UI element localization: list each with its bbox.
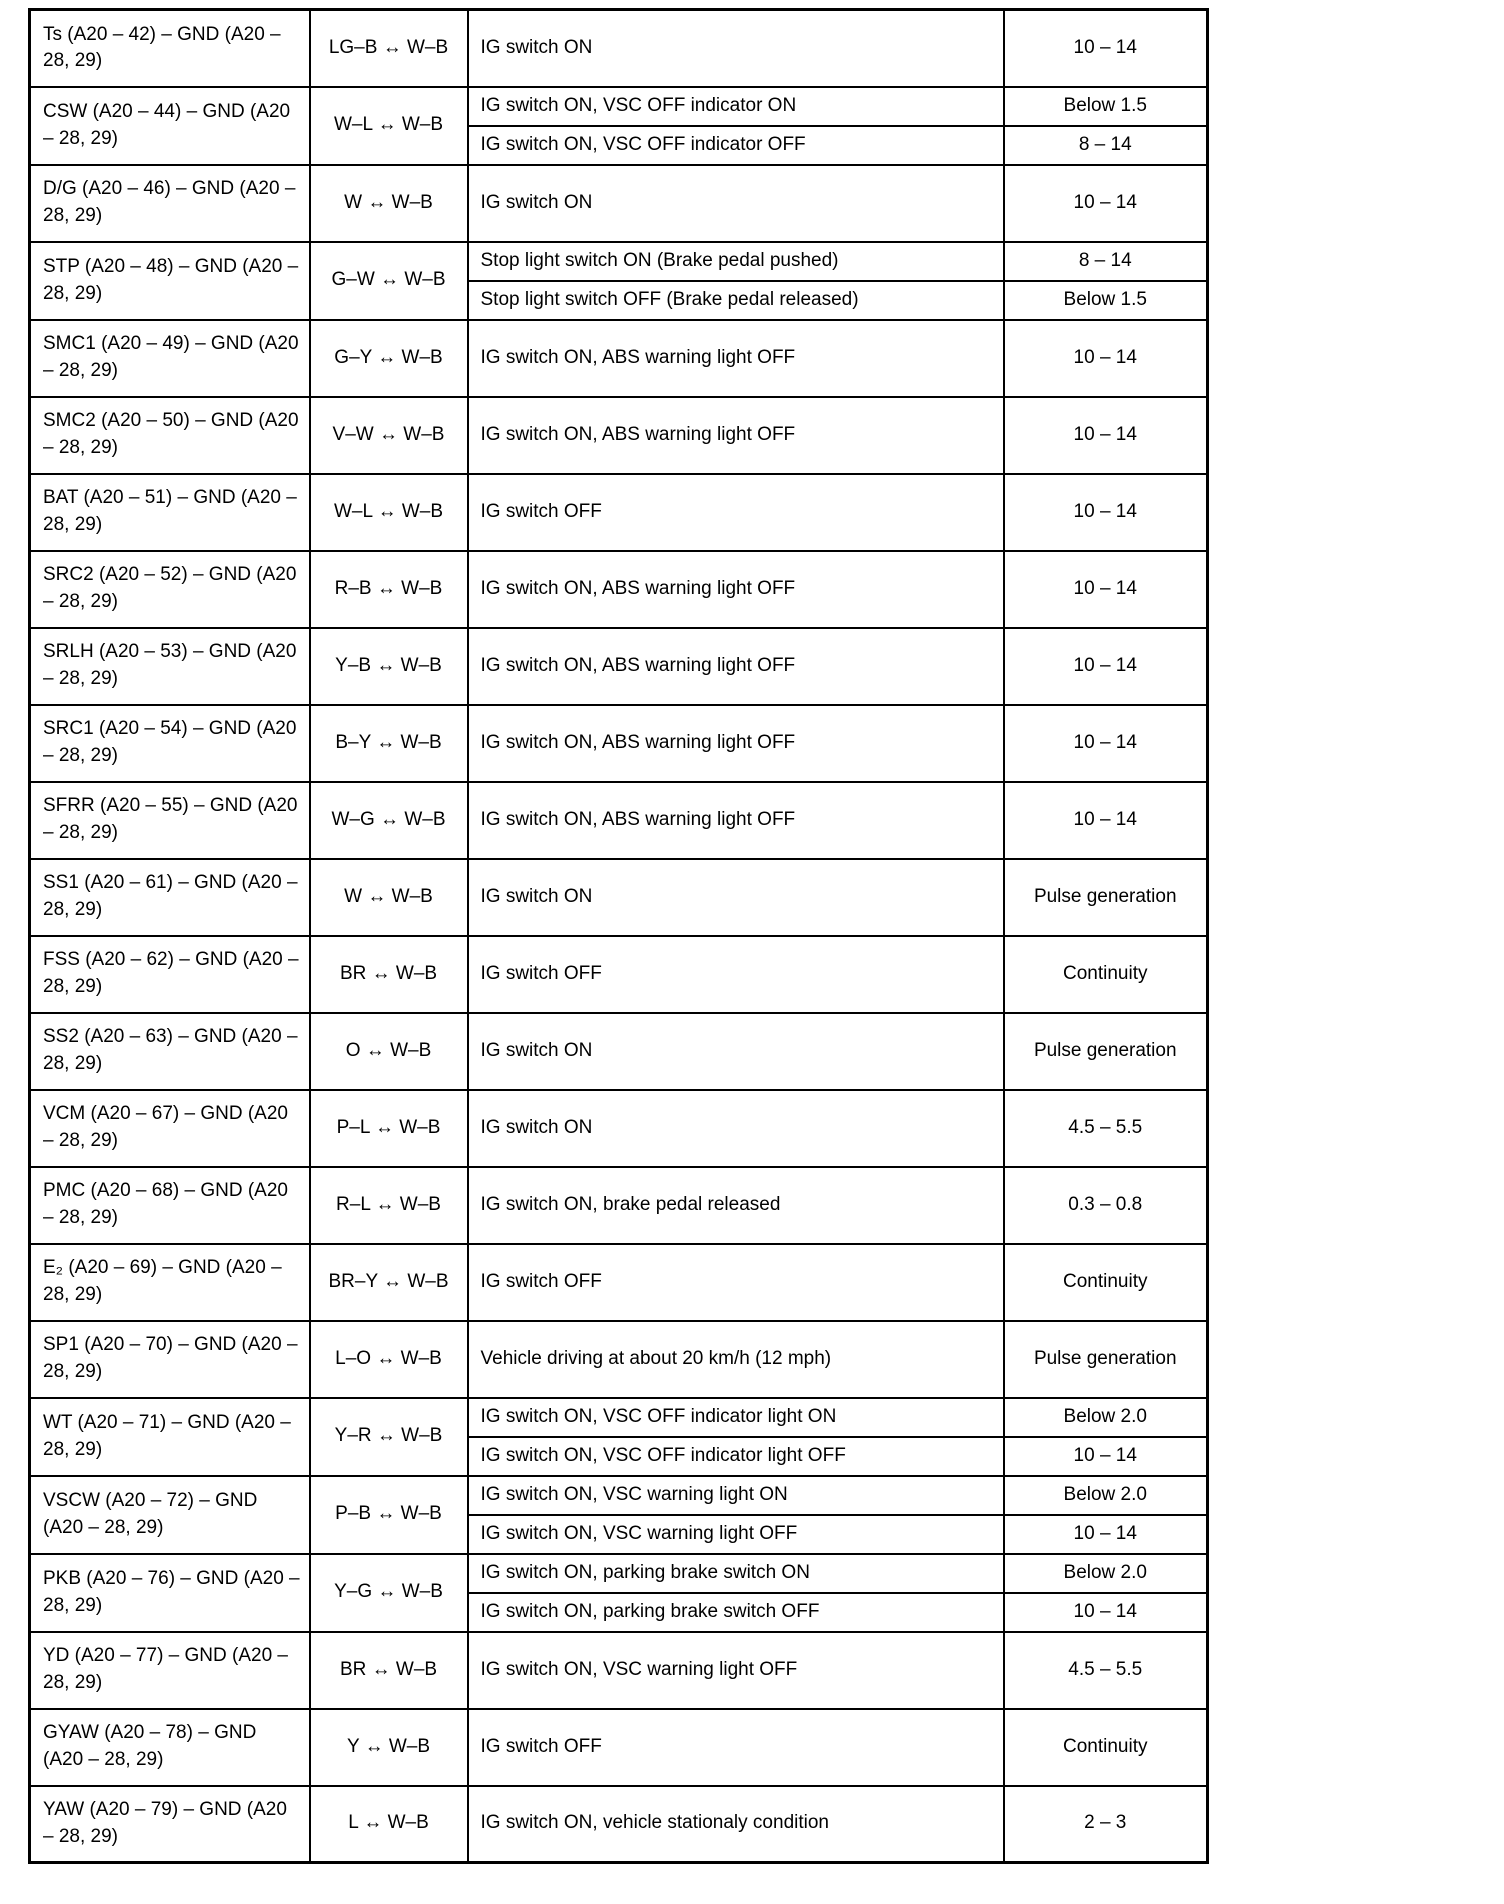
terminal-cell: BAT (A20 – 51) – GND (A20 – 28, 29) (30, 474, 310, 551)
wire-color-cell: G–Y ↔ W–B (310, 320, 468, 397)
table-row (30, 551, 1208, 628)
table-row (30, 1321, 1208, 1398)
value-cell: 10 – 14 (1004, 320, 1208, 397)
value-cell: 10 – 14 (1004, 10, 1208, 87)
wire-color-cell: Y–B ↔ W–B (310, 628, 468, 705)
table-row (30, 859, 1208, 936)
wire-color-cell: O ↔ W–B (310, 1013, 468, 1090)
value-cell: 10 – 14 (1004, 1437, 1208, 1476)
condition-cell: IG switch ON, ABS warning light OFF (468, 782, 1004, 859)
wire-color-cell: Y ↔ W–B (310, 1709, 468, 1786)
terminal-cell: SRLH (A20 – 53) – GND (A20 – 28, 29) (30, 628, 310, 705)
terminal-cell: VSCW (A20 – 72) – GND (A20 – 28, 29) (30, 1476, 310, 1554)
condition-cell: IG switch ON, parking brake switch OFF (468, 1593, 1004, 1632)
value-cell: Below 1.5 (1004, 281, 1208, 320)
wire-color-cell: W–L ↔ W–B (310, 87, 468, 165)
table-row (30, 10, 1208, 87)
wire-color-cell: R–B ↔ W–B (310, 551, 468, 628)
terminal-cell: YAW (A20 – 79) – GND (A20 – 28, 29) (30, 1786, 310, 1863)
condition-cell: Stop light switch ON (Brake pedal pushed) (468, 242, 1004, 281)
spec-table-body (30, 10, 1208, 1863)
condition-cell: IG switch ON, vehicle stationaly condition (468, 1786, 1004, 1863)
value-cell: 4.5 – 5.5 (1004, 1090, 1208, 1167)
table-row (30, 474, 1208, 551)
table-row (30, 87, 1208, 126)
wire-color-cell: P–B ↔ W–B (310, 1476, 468, 1554)
value-cell: 0.3 – 0.8 (1004, 1167, 1208, 1244)
table-row (30, 1786, 1208, 1863)
terminal-cell: SMC2 (A20 – 50) – GND (A20 – 28, 29) (30, 397, 310, 474)
condition-cell: IG switch OFF (468, 936, 1004, 1013)
wire-color-cell: Y–R ↔ W–B (310, 1398, 468, 1476)
terminal-cell: CSW (A20 – 44) – GND (A20 – 28, 29) (30, 87, 310, 165)
value-cell: 10 – 14 (1004, 397, 1208, 474)
wire-color-cell: L–O ↔ W–B (310, 1321, 468, 1398)
condition-cell: IG switch ON, VSC warning light OFF (468, 1632, 1004, 1709)
value-cell: 10 – 14 (1004, 782, 1208, 859)
value-cell: 2 – 3 (1004, 1786, 1208, 1863)
terminal-cell: VCM (A20 – 67) – GND (A20 – 28, 29) (30, 1090, 310, 1167)
condition-cell: IG switch ON, VSC OFF indicator light OFF (468, 1437, 1004, 1476)
value-cell: 10 – 14 (1004, 1515, 1208, 1554)
value-cell: 8 – 14 (1004, 242, 1208, 281)
condition-cell: IG switch ON, ABS warning light OFF (468, 705, 1004, 782)
value-cell: Continuity (1004, 1244, 1208, 1321)
table-row (30, 1554, 1208, 1593)
condition-cell: IG switch ON, ABS warning light OFF (468, 551, 1004, 628)
table-row (30, 320, 1208, 397)
wire-color-cell: G–W ↔ W–B (310, 242, 468, 320)
condition-cell: IG switch OFF (468, 474, 1004, 551)
value-cell: Below 2.0 (1004, 1554, 1208, 1593)
table-row (30, 1398, 1208, 1437)
condition-cell: IG switch ON, VSC OFF indicator ON (468, 87, 1004, 126)
value-cell: Pulse generation (1004, 1321, 1208, 1398)
terminal-cell: SS2 (A20 – 63) – GND (A20 – 28, 29) (30, 1013, 310, 1090)
condition-cell: IG switch ON (468, 1090, 1004, 1167)
condition-cell: IG switch ON, ABS warning light OFF (468, 628, 1004, 705)
table-row (30, 1244, 1208, 1321)
terminal-spec-table (28, 8, 1209, 1864)
table-row (30, 936, 1208, 1013)
terminal-cell: FSS (A20 – 62) – GND (A20 – 28, 29) (30, 936, 310, 1013)
value-cell: Below 2.0 (1004, 1476, 1208, 1515)
condition-cell: Vehicle driving at about 20 km/h (12 mph) (468, 1321, 1004, 1398)
table-row (30, 1090, 1208, 1167)
value-cell: 10 – 14 (1004, 474, 1208, 551)
terminal-cell: D/G (A20 – 46) – GND (A20 – 28, 29) (30, 165, 310, 242)
condition-cell: IG switch ON, parking brake switch ON (468, 1554, 1004, 1593)
wire-color-cell: BR–Y ↔ W–B (310, 1244, 468, 1321)
terminal-cell: PKB (A20 – 76) – GND (A20 – 28, 29) (30, 1554, 310, 1632)
value-cell: 10 – 14 (1004, 705, 1208, 782)
value-cell: Pulse generation (1004, 1013, 1208, 1090)
condition-cell: IG switch ON (468, 1013, 1004, 1090)
wire-color-cell: V–W ↔ W–B (310, 397, 468, 474)
condition-cell: Stop light switch OFF (Brake pedal released) (468, 281, 1004, 320)
wire-color-cell: B–Y ↔ W–B (310, 705, 468, 782)
table-row (30, 1167, 1208, 1244)
condition-cell: IG switch ON (468, 165, 1004, 242)
terminal-cell: PMC (A20 – 68) – GND (A20 – 28, 29) (30, 1167, 310, 1244)
table-row (30, 397, 1208, 474)
wire-color-cell: W–G ↔ W–B (310, 782, 468, 859)
wire-color-cell: LG–B ↔ W–B (310, 10, 468, 87)
wire-color-cell: L ↔ W–B (310, 1786, 468, 1863)
terminal-cell: GYAW (A20 – 78) – GND (A20 – 28, 29) (30, 1709, 310, 1786)
value-cell: 8 – 14 (1004, 126, 1208, 165)
terminal-cell: STP (A20 – 48) – GND (A20 – 28, 29) (30, 242, 310, 320)
value-cell: 10 – 14 (1004, 1593, 1208, 1632)
wire-color-cell: BR ↔ W–B (310, 1632, 468, 1709)
wire-color-cell: BR ↔ W–B (310, 936, 468, 1013)
condition-cell: IG switch ON (468, 859, 1004, 936)
terminal-cell: SRC1 (A20 – 54) – GND (A20 – 28, 29) (30, 705, 310, 782)
table-row (30, 1476, 1208, 1515)
condition-cell: IG switch ON, ABS warning light OFF (468, 320, 1004, 397)
wire-color-cell: P–L ↔ W–B (310, 1090, 468, 1167)
table-row (30, 1013, 1208, 1090)
table-row (30, 705, 1208, 782)
table-row (30, 165, 1208, 242)
value-cell: Below 2.0 (1004, 1398, 1208, 1437)
terminal-cell: Ts (A20 – 42) – GND (A20 – 28, 29) (30, 10, 310, 87)
table-row (30, 782, 1208, 859)
condition-cell: IG switch OFF (468, 1709, 1004, 1786)
value-cell: 10 – 14 (1004, 165, 1208, 242)
value-cell: Pulse generation (1004, 859, 1208, 936)
value-cell: Continuity (1004, 936, 1208, 1013)
value-cell: Continuity (1004, 1709, 1208, 1786)
terminal-cell: SS1 (A20 – 61) – GND (A20 – 28, 29) (30, 859, 310, 936)
condition-cell: IG switch ON, VSC OFF indicator OFF (468, 126, 1004, 165)
terminal-cell: WT (A20 – 71) – GND (A20 – 28, 29) (30, 1398, 310, 1476)
wire-color-cell: W ↔ W–B (310, 859, 468, 936)
condition-cell: IG switch ON (468, 10, 1004, 87)
wire-color-cell: R–L ↔ W–B (310, 1167, 468, 1244)
table-row (30, 242, 1208, 281)
condition-cell: IG switch OFF (468, 1244, 1004, 1321)
terminal-cell: SFRR (A20 – 55) – GND (A20 – 28, 29) (30, 782, 310, 859)
terminal-cell: SMC1 (A20 – 49) – GND (A20 – 28, 29) (30, 320, 310, 397)
terminal-cell: E₂ (A20 – 69) – GND (A20 – 28, 29) (30, 1244, 310, 1321)
wire-color-cell: W ↔ W–B (310, 165, 468, 242)
condition-cell: IG switch ON, ABS warning light OFF (468, 397, 1004, 474)
table-row (30, 628, 1208, 705)
wire-color-cell: W–L ↔ W–B (310, 474, 468, 551)
value-cell: 10 – 14 (1004, 628, 1208, 705)
condition-cell: IG switch ON, VSC OFF indicator light ON (468, 1398, 1004, 1437)
terminal-cell: YD (A20 – 77) – GND (A20 – 28, 29) (30, 1632, 310, 1709)
terminal-cell: SRC2 (A20 – 52) – GND (A20 – 28, 29) (30, 551, 310, 628)
terminal-cell: SP1 (A20 – 70) – GND (A20 – 28, 29) (30, 1321, 310, 1398)
condition-cell: IG switch ON, brake pedal released (468, 1167, 1004, 1244)
table-row (30, 1632, 1208, 1709)
value-cell: 10 – 14 (1004, 551, 1208, 628)
table-row (30, 1709, 1208, 1786)
condition-cell: IG switch ON, VSC warning light ON (468, 1476, 1004, 1515)
value-cell: 4.5 – 5.5 (1004, 1632, 1208, 1709)
value-cell: Below 1.5 (1004, 87, 1208, 126)
wire-color-cell: Y–G ↔ W–B (310, 1554, 468, 1632)
condition-cell: IG switch ON, VSC warning light OFF (468, 1515, 1004, 1554)
